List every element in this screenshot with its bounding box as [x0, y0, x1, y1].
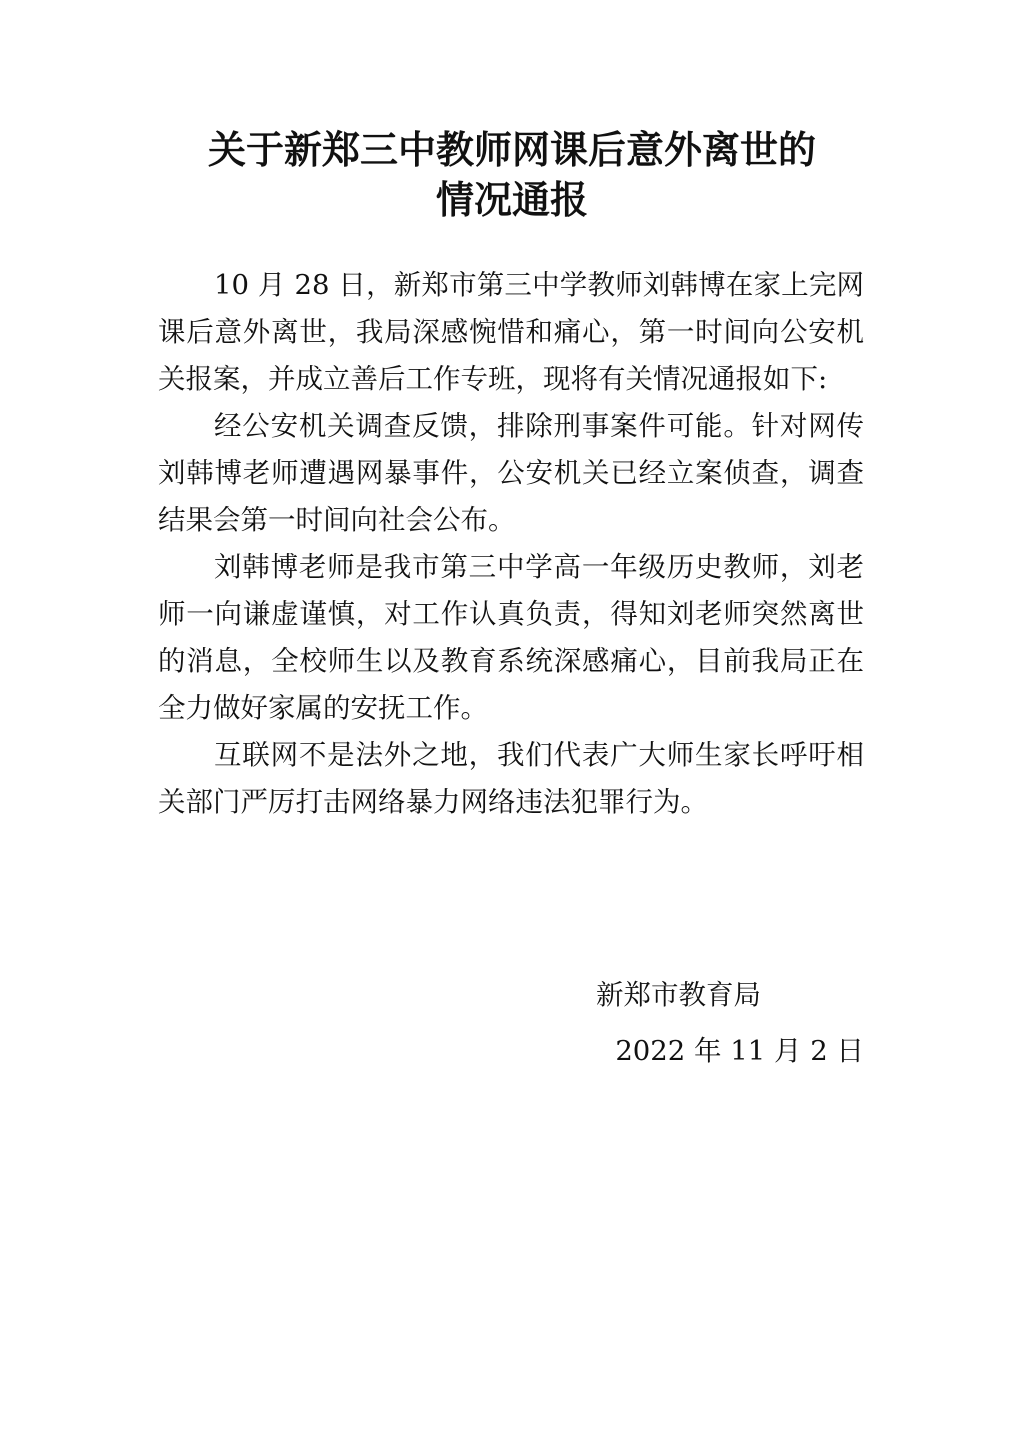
signature-date: 2022 年 11 月 2 日 [615, 1035, 864, 1067]
document-title-line1: 关于新郑三中教师网课后意外离世的 [207, 127, 816, 172]
document-title-line2: 情况通报 [435, 177, 588, 222]
paragraph-3: 刘韩博老师是我市第三中学高一年级历史教师，刘老师一向谦虚谨慎，对工作认真负责，得知刘老师突然离世的消息，全校师生以及教育系统深感痛心，目前我局正在全力做好家属的安抚工作。 [158, 551, 864, 724]
signature-organization: 新郑市教育局 [596, 979, 761, 1011]
paragraph-1: 10 月 28 日，新郑市第三中学教师刘韩博在家上完网课后意外离世，我局深感惋惜和痛心，第一时间向公安机关报案，并成立善后工作专班，现将有关情况通报如下: [158, 269, 864, 395]
paragraph-2: 经公安机关调查反馈，排除刑事案件可能。针对网传刘韩博老师遭遇网暴事件，公安机关已经立案侦查，调查结果会第一时间向社会公布。 [158, 410, 864, 536]
document-body [158, 262, 864, 826]
paragraph-4: 互联网不是法外之地，我们代表广大师生家长呼吁相关部门严厉打击网络暴力网络违法犯罪行为。 [158, 739, 864, 818]
